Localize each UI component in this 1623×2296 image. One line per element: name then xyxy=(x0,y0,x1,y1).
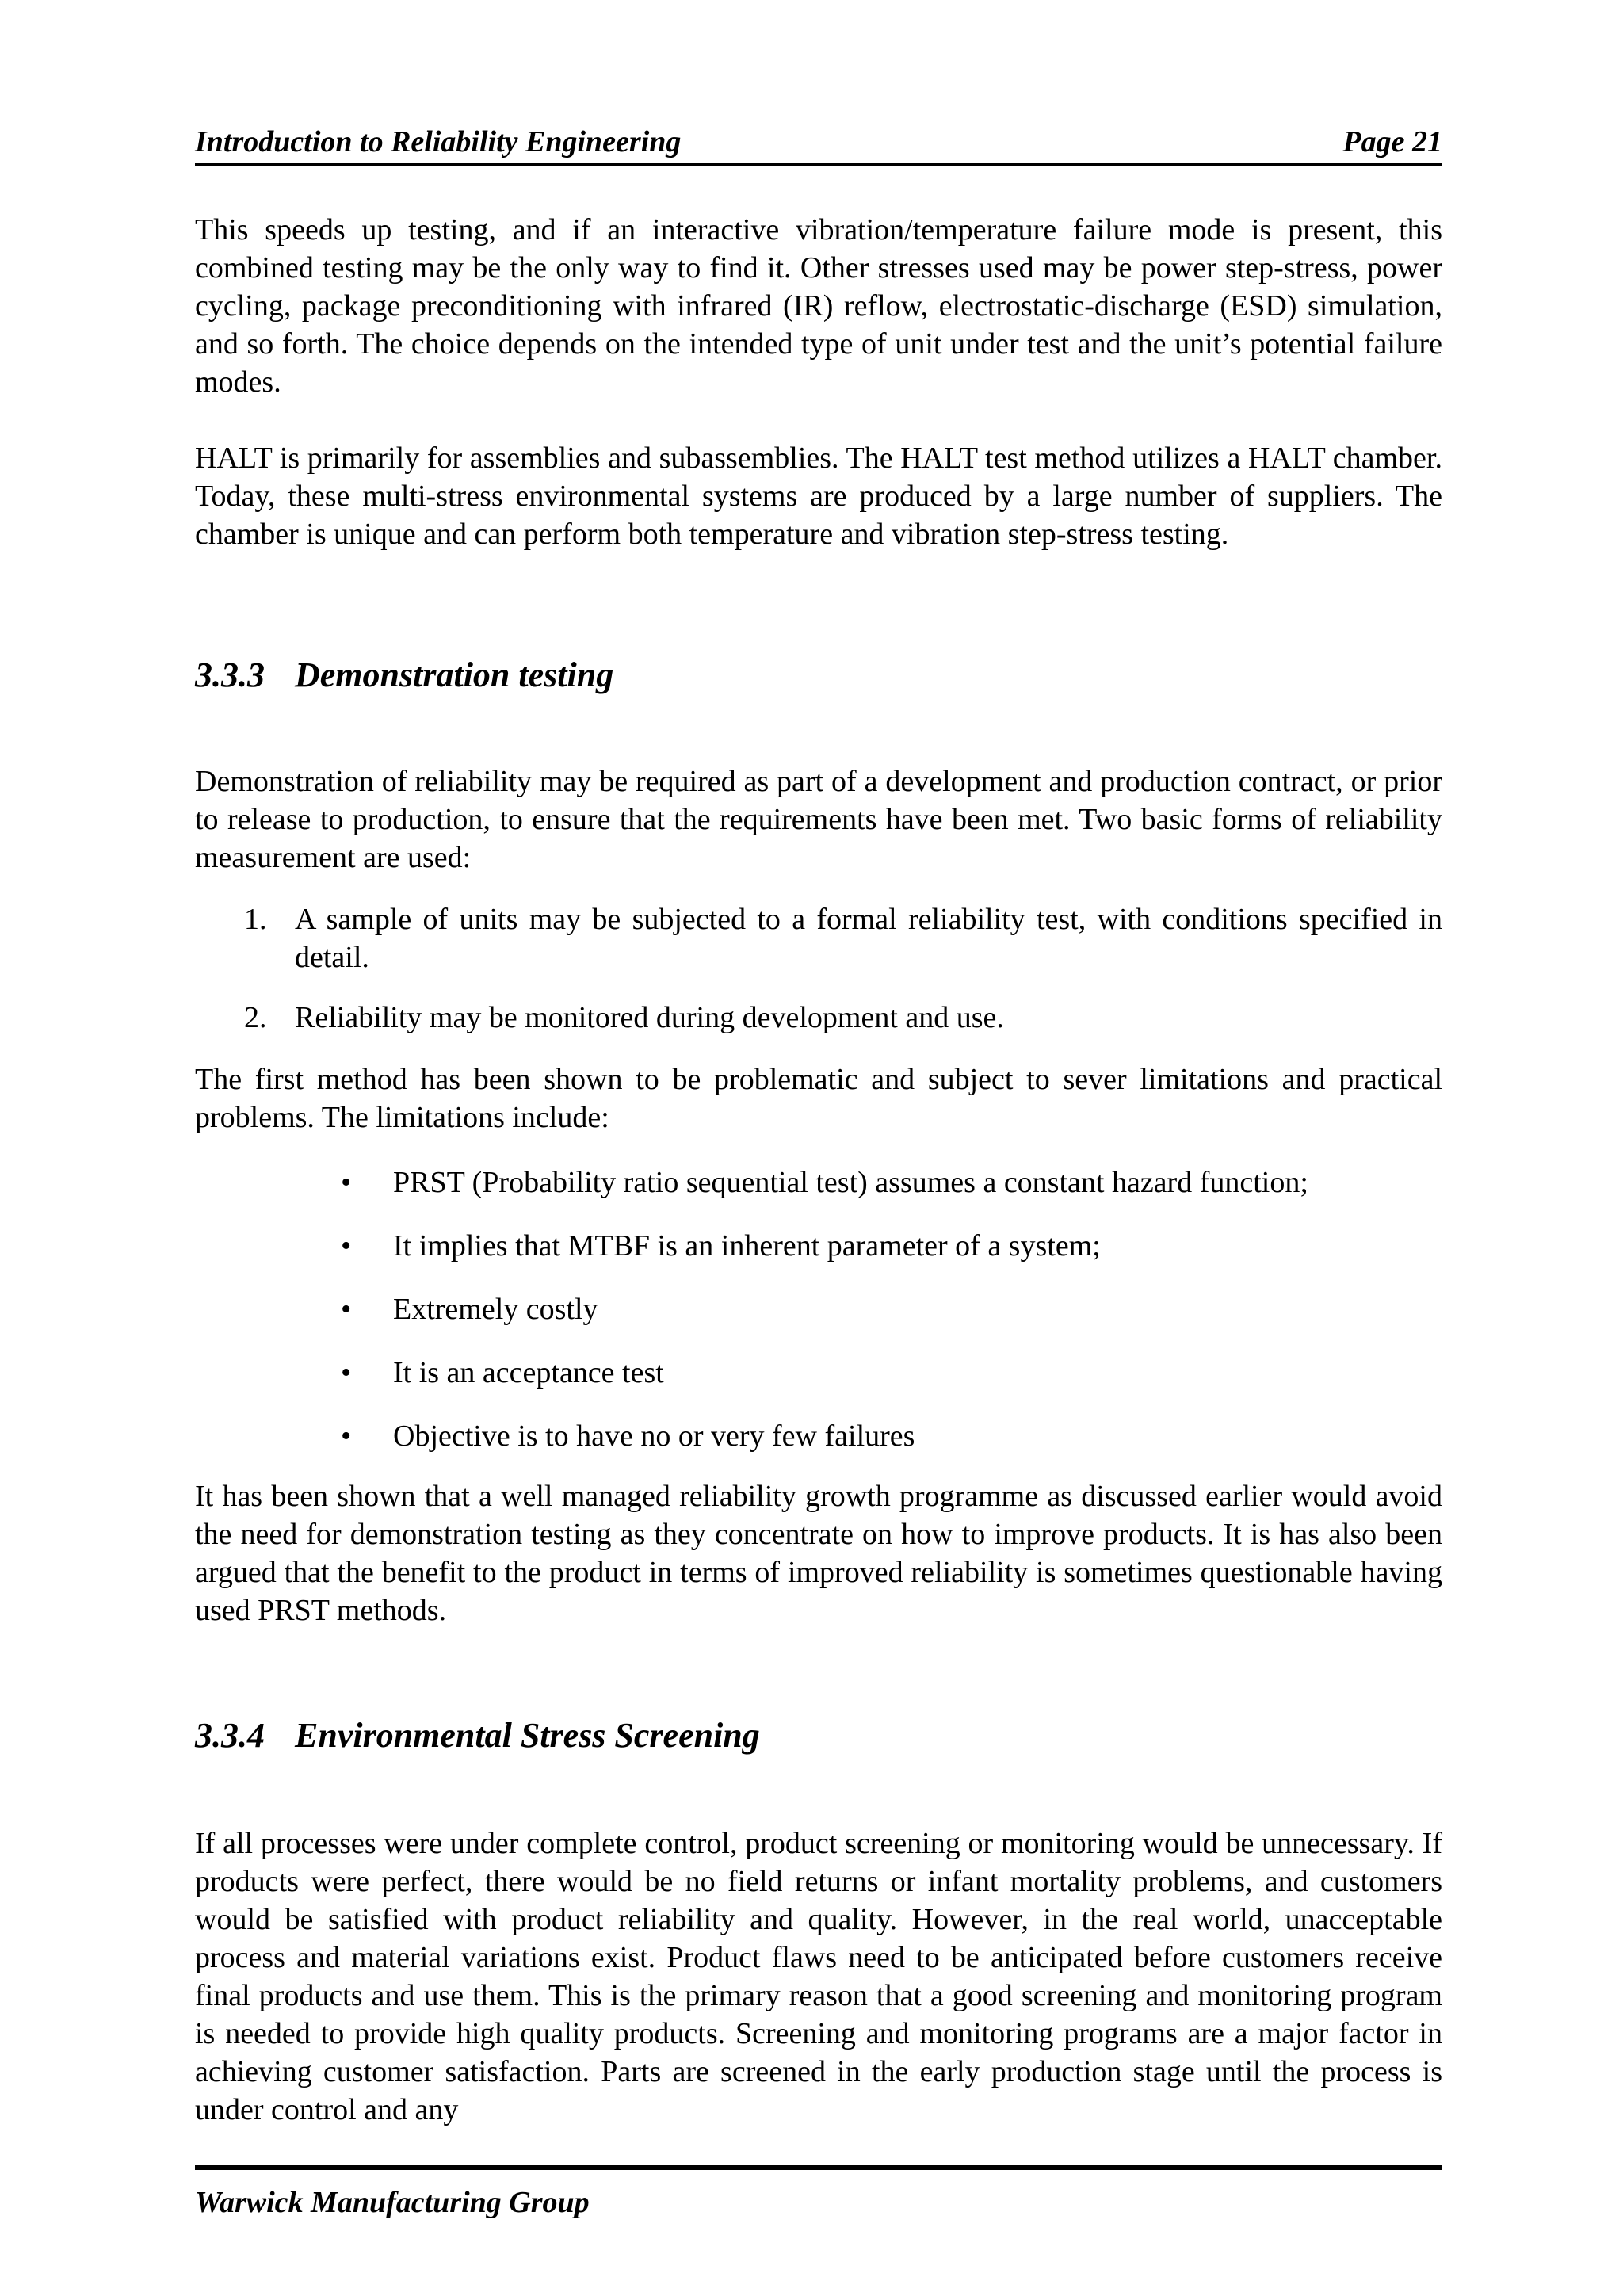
list-item-text: Reliability may be monitored during development and use. xyxy=(295,1001,1004,1034)
page-header xyxy=(195,120,1442,166)
list-item-text: PRST (Probability ratio sequential test) assumes a constant hazard function; xyxy=(393,1166,1308,1199)
bullet-icon: • xyxy=(341,1356,352,1389)
numbered-list xyxy=(195,900,1442,1037)
limitations-list xyxy=(195,1163,1442,1455)
list-item xyxy=(195,1354,1442,1392)
paragraph-first-method: The first method has been shown to be problematic and subject to sever limitations and practical problems. The limitations include: xyxy=(195,1063,1442,1134)
bullet-icon: • xyxy=(341,1229,352,1263)
document-page xyxy=(195,0,1442,2296)
section-title: Environmental Stress Screening xyxy=(295,1716,760,1755)
list-item-text: Objective is to have no or very few failures xyxy=(393,1419,915,1453)
list-item xyxy=(195,900,1442,976)
list-item xyxy=(195,1417,1442,1455)
footer-text: Warwick Manufacturing Group xyxy=(195,2186,590,2219)
section-heading-3-3-3 xyxy=(195,653,613,697)
list-marker: 2. xyxy=(244,1001,267,1034)
list-item xyxy=(195,1290,1442,1328)
list-item-text: It is an acceptance test xyxy=(393,1356,664,1389)
list-marker: 1. xyxy=(244,903,267,936)
bullet-icon: • xyxy=(341,1419,352,1453)
bullet-icon: • xyxy=(341,1166,352,1199)
list-item-text: It implies that MTBF is an inherent parameter of a system; xyxy=(393,1229,1101,1263)
section-number: 3.3.3 xyxy=(195,655,265,694)
paragraph-screening: If all processes were under complete control, product screening or monitoring would be unnecessary. If products were perfect, there would be no field returns or infant mortality problems, and customers would be satisfied with product reliability and quality. However, in the real world, unacceptable process and material variations exist. Product flaws need to be anticipated before customers receive final products and use them. This is the primary reason that a good screening and monitoring program is needed to provide high quality products. Screening and monitoring programs are a major factor in achieving customer satisfaction. Parts are screened in the early production stage until the process is under control and any xyxy=(195,1827,1442,2126)
paragraph-demonstration: Demonstration of reliability may be required as part of a development and production contract, or prior to release to production, to ensure that the requirements have been met. Two basic forms of reliability measurement are used: xyxy=(195,765,1442,874)
list-item-text: A sample of units may be subjected to a formal reliability test, with conditions specified in detail. xyxy=(295,903,1442,974)
paragraph-testing-stresses: This speeds up testing, and if an interactive vibration/temperature failure mode is present, this combined testing may be the only way to find it. Other stresses used may be power step-stress, power cycling, package preconditioning with infrared (IR) reflow, electrostatic-discharge (ESD) simulation, and so forth. The choice depends on the intended type of unit under test and the unit’s potential failure modes. xyxy=(195,213,1442,399)
section-number: 3.3.4 xyxy=(195,1716,265,1755)
section-heading-3-3-4 xyxy=(195,1713,760,1758)
page-footer xyxy=(195,2165,1442,2219)
list-item xyxy=(195,1227,1442,1265)
section-title: Demonstration testing xyxy=(295,655,614,694)
bullet-icon: • xyxy=(341,1293,352,1326)
header-page-number: Page 21 xyxy=(1342,125,1442,159)
paragraph-reliability-growth: It has been shown that a well managed reliability growth programme as discussed earlier would avoid the need for demonstration testing as they concentrate on how to improve products. It is has also been argued that the benefit to the product in terms of improved reliability is sometimes questionable having used PRST methods. xyxy=(195,1480,1442,1627)
list-item xyxy=(195,1163,1442,1201)
paragraph-halt: HALT is primarily for assemblies and subassemblies. The HALT test method utilizes a HALT chamber. Today, these multi-stress environmental systems are produced by a large number of suppliers. The chamber is unique and can perform both temperature and vibration step-stress testing. xyxy=(195,441,1442,551)
header-title: Introduction to Reliability Engineering xyxy=(195,125,682,159)
list-item-text: Extremely costly xyxy=(393,1293,598,1326)
list-item xyxy=(195,999,1442,1037)
